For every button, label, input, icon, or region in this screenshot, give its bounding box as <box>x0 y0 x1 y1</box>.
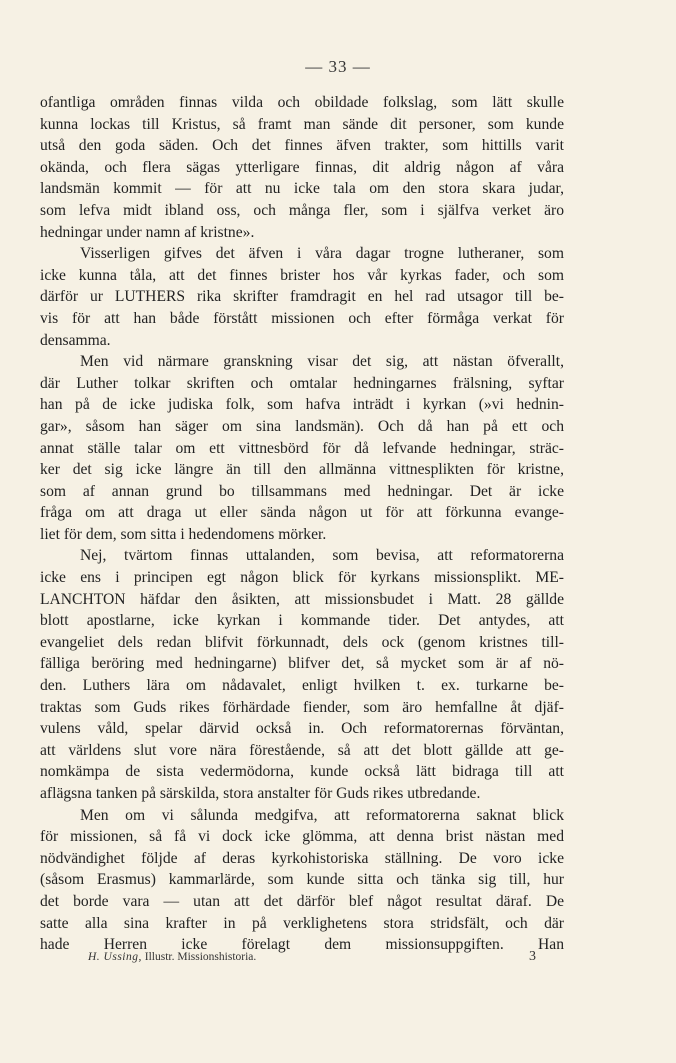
text-line: evangeliet dels redan blifvit förkunnadt, dels ock (genom kristnes till- <box>40 633 564 651</box>
text-line: icke kunna tåla, att det finnes brister hos vår kyrkas fader, och som <box>40 266 564 284</box>
text-line: utså den goda säden. Och det finnes äfven trakter, som hittills varit <box>40 137 564 155</box>
text-line: han på de icke judiska folk, som hafva inträdt i kyrkan (»vi hednin- <box>40 396 564 414</box>
text-line: Men vid närmare granskning visar det sig, att nästan öfverallt, <box>80 353 564 371</box>
text-line: därför ur LUTHERS rika skrifter framdragit en hel rad utsagor till be- <box>40 288 564 306</box>
text-line: blott apostlarne, icke kyrkan i kommande tider. Det antydes, att <box>40 612 564 630</box>
text-line: traktas som Guds rikes förhärdade fiender, som äro hemfallne åt djäf- <box>40 698 564 716</box>
text-line: som af annan grund bo tillsammans med hedningar. Det är icke <box>40 482 564 500</box>
text-line: vis för att han både förstått missionen och efter förmåga verkat för <box>40 309 564 327</box>
text-line: satte alla sina krafter in på verklighetens stora stridsfält, och där <box>40 914 564 932</box>
text-line: liet för dem, som sitta i hedendomens mörker. <box>40 525 327 543</box>
page-number: — 33 — <box>305 57 371 76</box>
text-line: landsmän kommit — för att nu icke tala om den stora skara judar, <box>40 180 564 198</box>
footer-title: Illustr. Missionshistoria. <box>144 951 257 963</box>
text-line: (såsom Erasmus) kammarlärde, som kunde sitta och tänka sig till, hur <box>40 871 564 889</box>
text-line: fälliga beröring med hedningarne) blifver det, så mycket som är af nö- <box>40 655 564 673</box>
body-text <box>40 92 564 956</box>
text-line: icke ens i principen egt någon blick för kyrkans missionsplikt. ME- <box>40 569 564 587</box>
text-line: som lefva midt ibland oss, och många fler, som i själfva verket äro <box>40 201 564 219</box>
text-line: Nej, tvärtom finnas uttalanden, som bevisa, att reformatorerna <box>80 547 564 565</box>
page-footer <box>88 951 536 963</box>
text-line: ofantliga områden finnas vilda och obildade folkslag, som lätt skulle <box>40 94 564 111</box>
text-line: gar», såsom han säger om sina landsmän). Och då han på ett och <box>40 417 564 435</box>
text-line: nomkämpa de sista vedermödorna, kunde också lätt bidraga till att <box>40 763 564 781</box>
text-line: okända, och flera sägas ytterligare finnas, dit aldrig någon af våra <box>40 158 564 176</box>
text-line: för missionen, så få vi dock icke glömma, att denna brist nästan med <box>40 828 564 846</box>
text-line: den. Luthers lära om nådavalet, enligt hvilken t. ex. turkarne be- <box>40 677 564 695</box>
text-line: Men om vi sålunda medgifva, att reformatorerna saknat blick <box>80 806 564 824</box>
text-line: annat ställe talar om ett vittnesbörd för då lefvande hedningar, sträc- <box>40 439 564 457</box>
text-line: nödvändighet följde af deras kyrkohistoriska ställning. De voro icke <box>40 849 564 867</box>
text-line: LANCHTON häfdar den åsikten, att missionsbudet i Matt. 28 gällde <box>40 590 564 608</box>
text-line: att världens slut vore nära förestående, så att det blott gällde att ge- <box>40 741 564 759</box>
text-line: fråga om att draga ut eller sända någon ut för att förkunna evange- <box>40 504 564 522</box>
text-line: Visserligen gifves det äfven i våra dagar trogne lutheraner, som <box>80 245 564 263</box>
text-line: det borde vara — utan att det därför blef något resultat däraf. De <box>40 892 564 910</box>
text-line: hedningar under namn af kristne». <box>40 223 255 241</box>
text-line: hade Herren icke förelagt dem missionsuppgiften. Han <box>40 936 564 954</box>
text-line: densamma. <box>40 331 111 349</box>
text-line: vulens våld, spelar därvid också in. Och reformatorernas förväntan, <box>40 720 564 738</box>
text-line: kunna lockas till Kristus, så framt man sände dit personer, som kunde <box>40 115 564 133</box>
text-line: aflägsna tanken på särskilda, stora anstalter för Guds rikes utbredande. <box>40 785 481 802</box>
text-line: där Luther tolkar skriften och omtalar hedningarnes frälsning, syftar <box>40 374 564 392</box>
footer-author: H. Ussing, <box>88 951 142 963</box>
text-line: ker det sig icke längre än till den allmänna vittnesplikten för kristne, <box>40 461 564 479</box>
signature-mark: 3 <box>529 949 536 964</box>
